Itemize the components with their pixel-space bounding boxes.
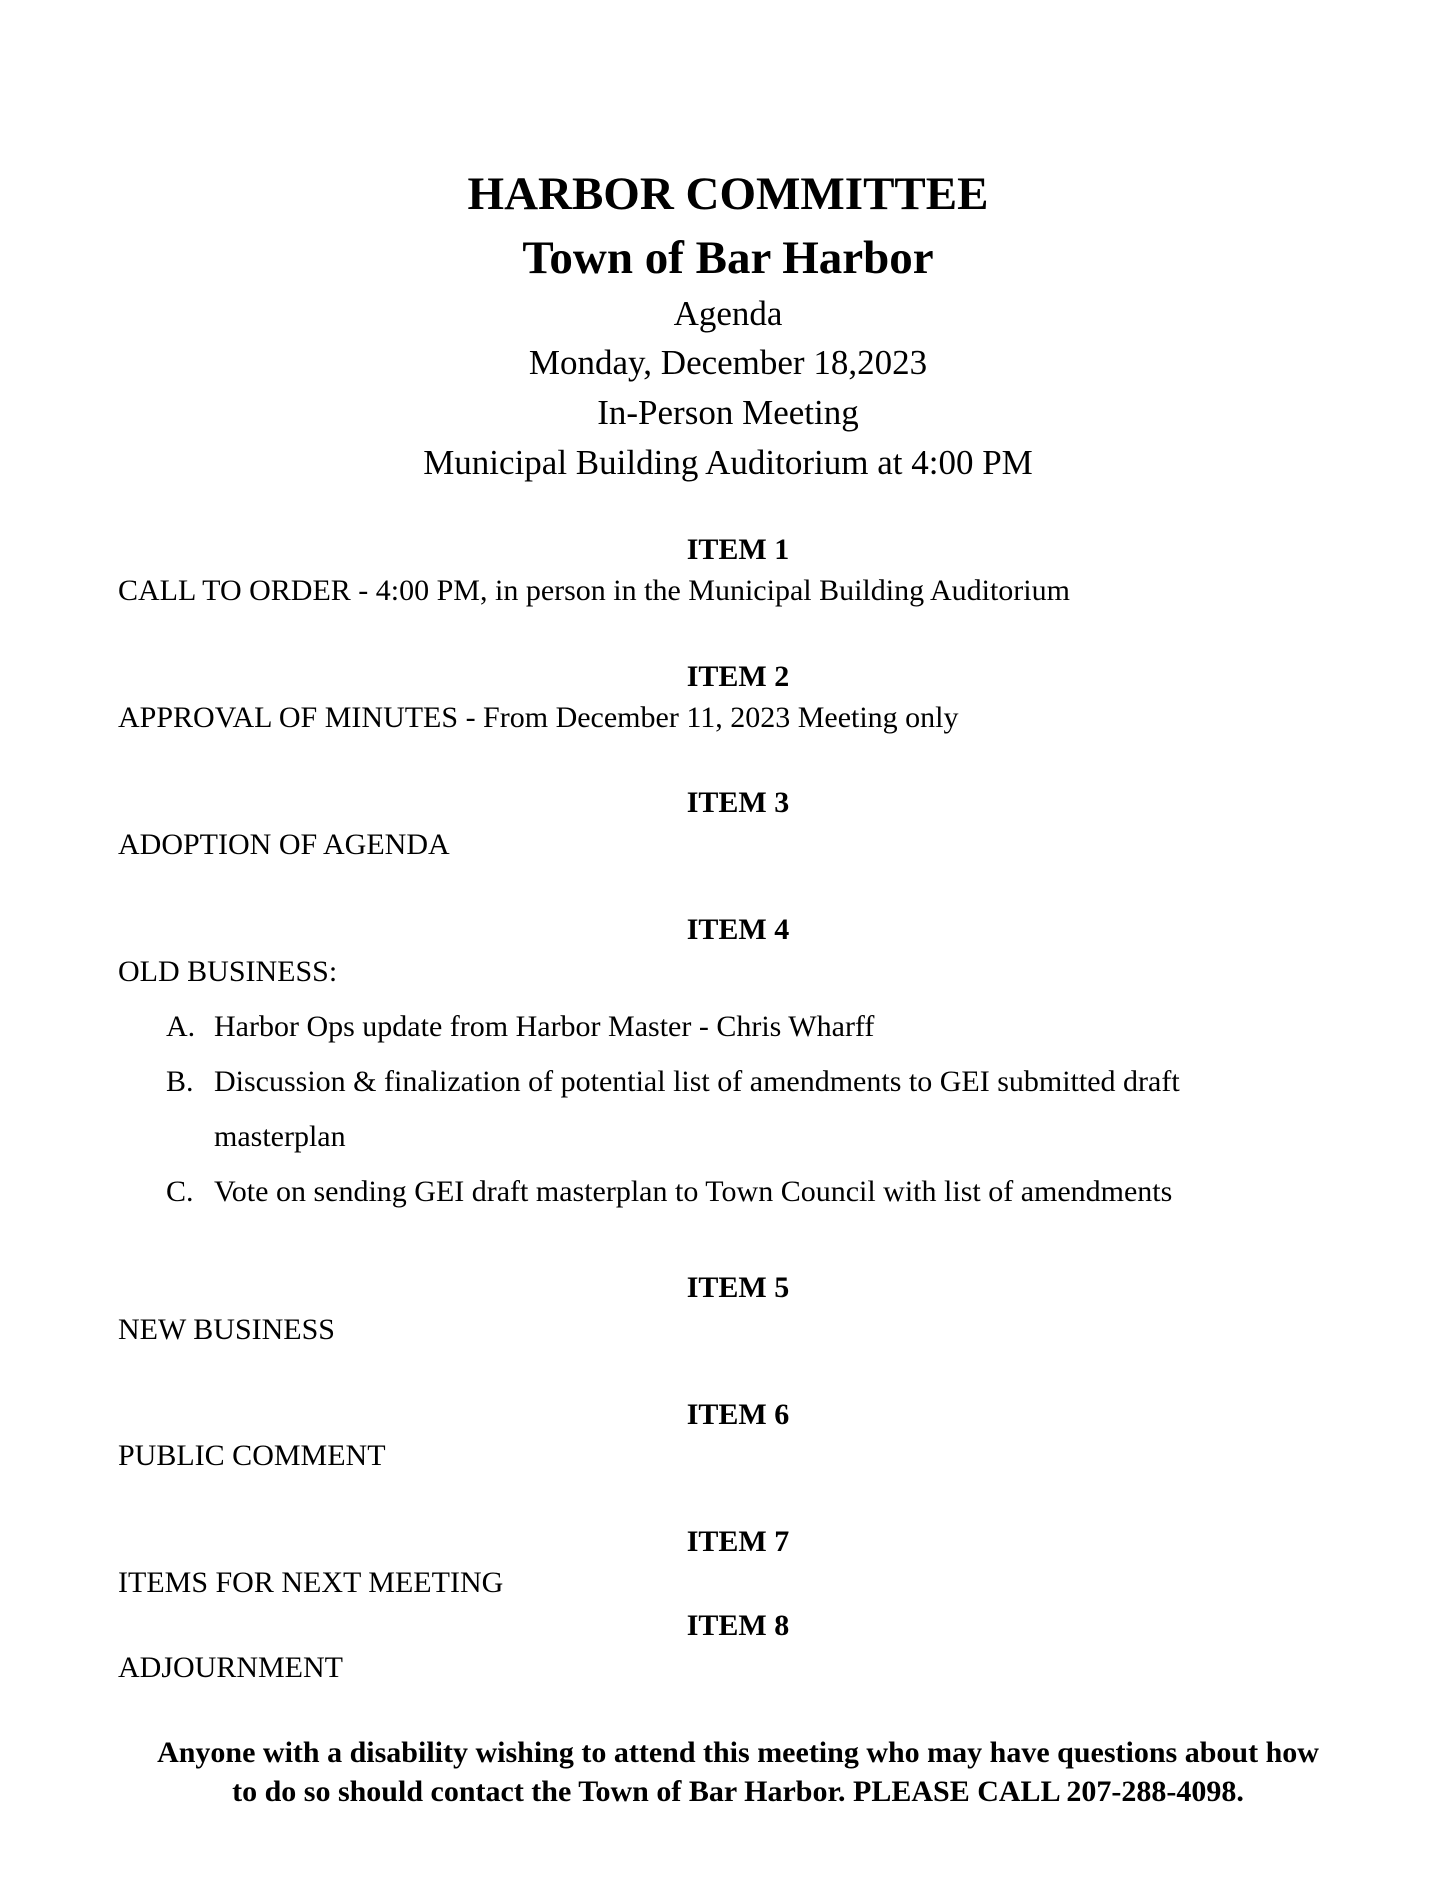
item-7-text: ITEMS FOR NEXT MEETING (118, 1566, 504, 1599)
sub-item-text: Discussion & finalization of potential list of amendments to GEI submitted draft (214, 1065, 1180, 1098)
item-5-text: NEW BUSINESS (118, 1313, 335, 1346)
item-5-label: ITEM 5 (686, 1271, 790, 1304)
accessibility-notice-line-1: Anyone with a disability wishing to attend this meeting who may have questions about how (157, 1736, 1319, 1769)
sub-item-a (166, 1012, 874, 1042)
item-6-label: ITEM 6 (686, 1398, 790, 1431)
sub-item-b-continuation: masterplan (214, 1120, 346, 1153)
sub-item-letter: A. (166, 1010, 196, 1043)
item-4-label: ITEM 4 (686, 913, 790, 946)
item-4-text: OLD BUSINESS: (118, 955, 338, 988)
sub-item-c (166, 1177, 1172, 1207)
item-8-label: ITEM 8 (686, 1609, 790, 1642)
sub-item-text: Vote on sending GEI draft masterplan to Town Council with list of amendments (214, 1175, 1173, 1208)
item-6-text: PUBLIC COMMENT (118, 1439, 386, 1472)
document-type: Agenda (673, 294, 783, 333)
meeting-location: Municipal Building Auditorium at 4:00 PM (423, 443, 1033, 482)
item-3-text: ADOPTION OF AGENDA (118, 828, 450, 861)
sub-item-text: Harbor Ops update from Harbor Master - Chris Wharff (214, 1010, 875, 1043)
accessibility-notice-line-2: to do so should contact the Town of Bar Harbor. PLEASE CALL 207-288-4098. (232, 1775, 1244, 1808)
meeting-mode: In-Person Meeting (597, 393, 859, 432)
item-7-label: ITEM 7 (686, 1525, 790, 1558)
item-8-text: ADJOURNMENT (118, 1651, 343, 1684)
sub-item-b (166, 1067, 1180, 1097)
item-1-label: ITEM 1 (686, 533, 790, 566)
item-3-label: ITEM 3 (686, 786, 790, 819)
sub-item-letter: B. (166, 1065, 194, 1098)
item-1-text: CALL TO ORDER - 4:00 PM, in person in the Municipal Building Auditorium (118, 574, 1070, 607)
meeting-date: Monday, December 18,2023 (528, 343, 928, 382)
committee-title: HARBOR COMMITTEE (467, 168, 989, 220)
sub-item-letter: C. (166, 1175, 194, 1208)
item-2-text: APPROVAL OF MINUTES - From December 11, 2023 Meeting only (118, 701, 959, 734)
item-2-label: ITEM 2 (686, 660, 790, 693)
town-name: Town of Bar Harbor (522, 232, 934, 284)
